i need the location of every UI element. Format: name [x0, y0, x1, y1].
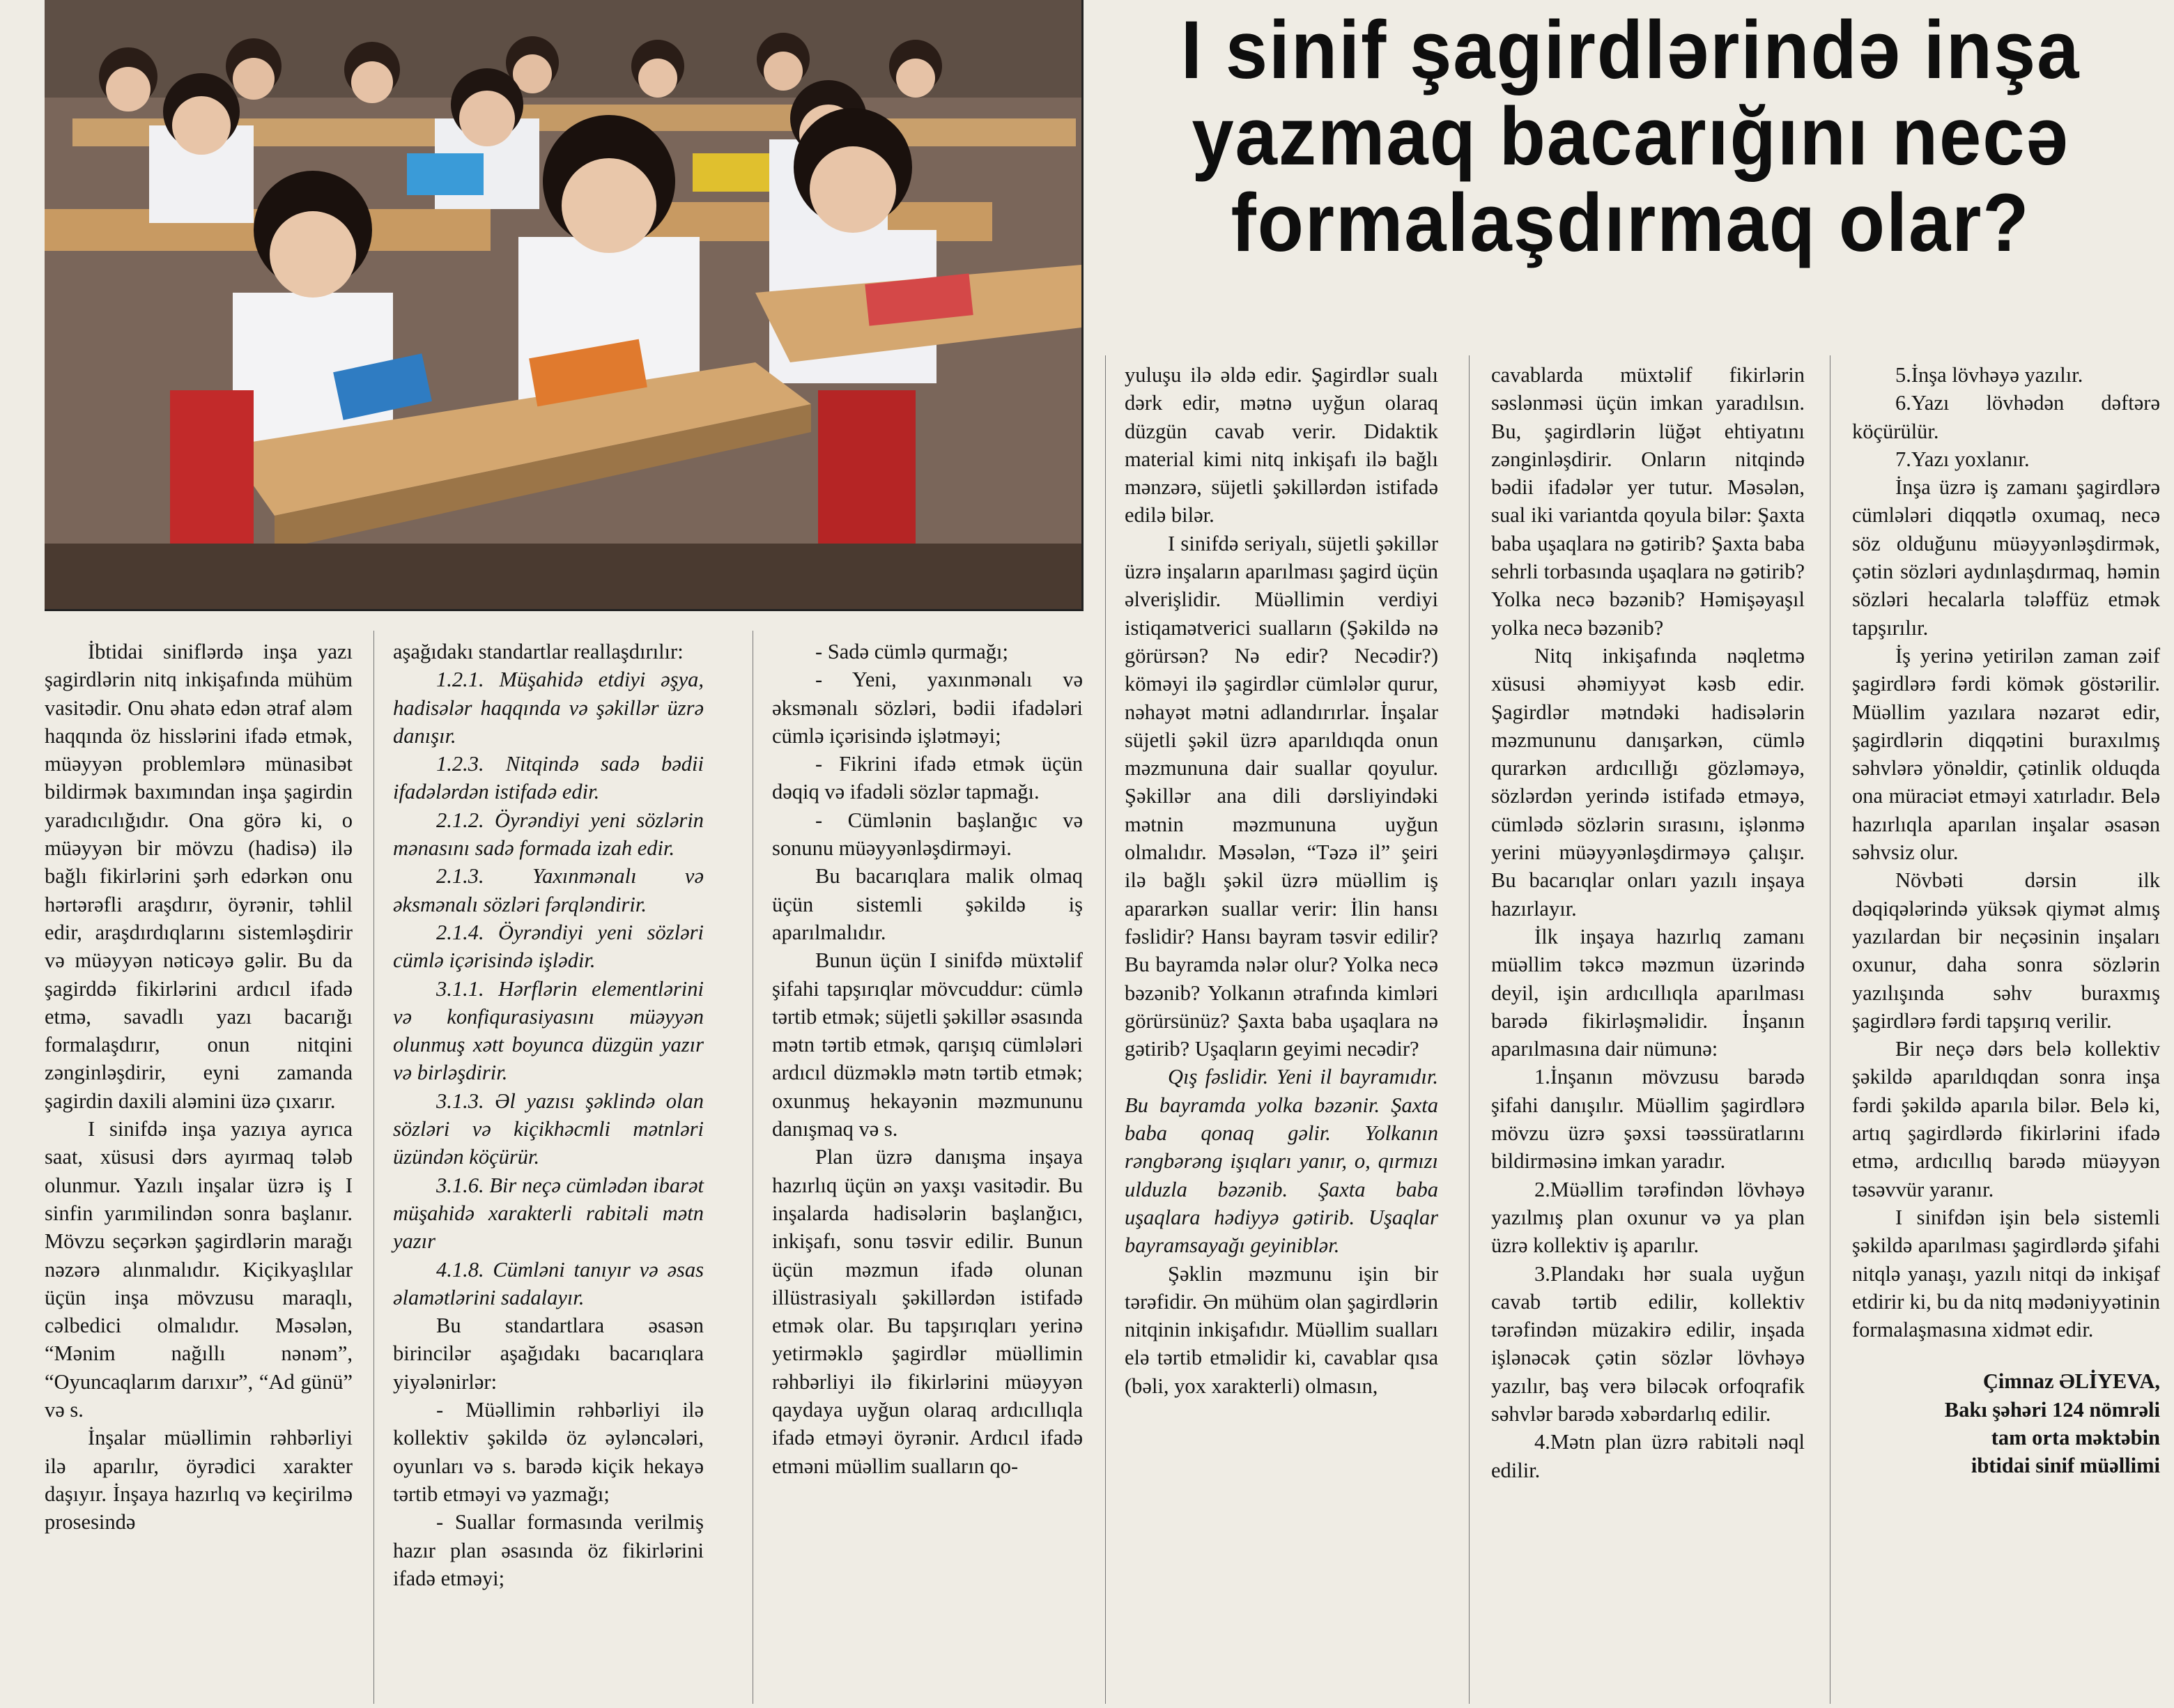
- skill-item: - Sadə cümlə qurmağı;: [815, 640, 1008, 663]
- paragraph: İbtidai siniflərdə inşa yazı şagirdlərin nitq inkişafında mühüm vasitədir. Onu əhatə edən ətraf aləm haqqında öz hisslərini ifadə etmək, müəyyən problemlərə münasibət bildirmək baxımından inşa şagirdin yaradıcılığıdır. Ona görə ki, o müəyyən bir mövzu (hadisə) ilə bağlı fikirlərini şərh edərkən onu hərtərəfli araşdırır, öyrənir, təhlil edir, araşdırdıqlarını sistemləşdirir və müəyyən nəticəyə gəlir. Bu da şagirddə fikirlərini ardıcıl ifadə etmə, savadlı yazı bacarığı formalaşdırır, onun nitqini zənginləşdirir, eyni zamanda şagirdin daxili aləmini üzə çıxarır.: [45, 640, 353, 1113]
- author-name: Çimnaz ƏLİYEVA,: [1982, 1369, 2160, 1394]
- paragraph: I sinifdə seriyalı, süjetli şəkillər üzrə inşaların aparılması şagird üçün əlverişlidir. Müəllimin verdiyi istiqamətverici sualların (Şəkildə nə görürsən? Nə edir? Necədir?) köməyi ilə şagirdlər cümlələr qurur, nəhayət mətni adlandırırlar. İnşalar süjetli şəkil üzrə aparıldıqda onun məzmununa dair suallar qoyulur. Şəkillər ana dili dərsliyindəki mətnin məzmununa uyğun olmalıdır. Məsələn, “Təzə il” şeiri ilə bağlı şəkil üzrə müəllim iş apararkən suallar verir: İlin hansı fəslidir? Hansı bayram təsvir edilir? Bu bayramda nələr olur? Yolka necə bəzənib? Yolkanın ətrafında kimləri görürsünüz? Şaxta baba uşaqlara nə gətirib? Uşaqların geyimi necədir?: [1125, 531, 1438, 1061]
- article-column-6: [1852, 361, 2160, 1480]
- paragraph: Növbəti dərsin ilk dəqiqələrində yüksək qiymət almış yazılardan bir neçəsinin inşaları oxunur, daha sonra sözlərin yazılışında səhv buraxmış şagirdlərə fərdi tapşırıq verilir.: [1852, 868, 2160, 1033]
- column-divider: [373, 631, 374, 1704]
- paragraph: yuluşu ilə əldə edir. Şagirdlər sualı dərk edir, mətnə uyğun olaraq düzgün cavab verir. Didaktik material kimi nitq inkişafı ilə bağlı mənzərə, süjetli şəkillərdən istifadə edilə bilər.: [1125, 363, 1438, 528]
- paragraph: Bunun üçün I sinifdə müxtəlif şifahi tapşırıqlar mövcuddur: cümlə tərtib etmək; süjetli şəkillər əsasında mətn tərtib etmək, qarışıq cümlələri ardıcıl düzməklə mətn tərtib etmək; oxunmuş hekayənin məzmununu danışmaq və s.: [772, 948, 1083, 1141]
- step-item: 1.İnşanın mövzusu barədə şifahi danışılır. Müəllim şagirdlərə mövzu üzrə şəxsi təəssüratlarını bildirməsinə imkan yaradır.: [1491, 1065, 1805, 1174]
- headline: [1143, 4, 2118, 269]
- standard-item: 3.1.1. Hərflərin elementlərini və konfiqurasiyasını müəyyən olunmuş xətt boyunca düzgün yazır və birləşdirir.: [393, 976, 704, 1085]
- step-item: 6.Yazı lövhədən dəftərə köçürülür.: [1852, 391, 2160, 443]
- headline-line-1: I sinif şagirdlərində inşa: [1180, 4, 2081, 96]
- standard-item: 4.1.8. Cümləni tanıyır və əsas əlamətlərini sadalayır.: [393, 1257, 704, 1309]
- step-item: 7.Yazı yoxlanır.: [1895, 447, 2030, 471]
- skill-item: - Fikrini ifadə etmək üçün dəqiq və ifadəli sözlər tapmağı.: [772, 752, 1083, 804]
- author-affiliation-line: tam orta məktəbin: [1991, 1425, 2160, 1449]
- paragraph: Bu bacarıqlara malik olmaq üçün sistemli şəkildə iş aparılmalıdır.: [772, 864, 1083, 944]
- paragraph: İnşa üzrə iş zamanı şagirdlərə cümlələri diqqətlə oxumaq, necə söz olduğunu müəyyənləşdirmək, çətin sözləri aydınlaşdırmaq, həmin sözləri hecalarla tələffüz etmək tapşırılır.: [1852, 475, 2160, 640]
- skill-item: - Yeni, yaxınmənalı və əksmənalı sözləri, bədii ifadələri cümlə içərisində işlətməyi;: [772, 668, 1083, 748]
- headline-line-2: yazmaq bacarığını necə: [1192, 91, 2069, 183]
- paragraph: İş yerinə yetirilən zaman zəif şagirdlərə fərdi kömək göstərilir. Müəllim yazılara nəzarət edir, şagirdlərin diqqətini buraxılmış səhvlərə yönəldir, çətinlik olduqda ona müraciət etməyi xatırladır. Belə hazırlıqla aparılan inşalar əsasən səhvsiz olur.: [1852, 643, 2160, 865]
- standard-item: 1.2.1. Müşahidə etdiyi əşya, hadisələr haqqında və şəkillər üzrə danışır.: [393, 668, 704, 748]
- article-column-5: [1491, 361, 1805, 1484]
- paragraph: Şəklin məzmunu işin bir tərəfidir. Ən mühüm olan şagirdlərin nitqinin inkişafıdır. Müəllim sualları elə tərtib etməlidir ki, cavablar qısa (bəli, yox xarakterli) olmasın,: [1125, 1261, 1438, 1398]
- example-text: Qış fəslidir. Yeni il bayramıdır. Bu bayramda yolka bəzənir. Şaxta baba qonaq gəlir. Yolkanın rəngbərəng işıqları yanır, o, qırmızı ulduzla bəzənib. Şaxta baba uşaqlara hədiyyə gətirib. Uşaqlar bayramsayağı geyiniblər.: [1125, 1065, 1438, 1258]
- author-affiliation-line: Bakı şəhəri 124 nömrəli: [1944, 1397, 2160, 1422]
- standard-item: 2.1.3. Yaxınmənalı və əksmənalı sözləri fərqləndirir.: [393, 864, 704, 916]
- article-column-4: [1125, 361, 1438, 1400]
- classroom-photo: [45, 0, 1084, 611]
- standard-item: 2.1.2. Öyrəndiyi yeni sözlərin mənasını sadə formada izah edir.: [393, 808, 704, 861]
- paragraph: Bir neçə dərs belə kollektiv şəkildə aparıldıqdan sonra inşa fərdi şəkildə aparıla bilər. Belə ki, artıq şagirdlərdə fikirlərini ifadə etmə, ardıcıllıq barədə müəyyən təsəvvür yaranır.: [1852, 1037, 2160, 1201]
- article-column-3: [772, 638, 1083, 1480]
- paragraph: I sinifdən işin belə sistemli şəkildə aparılması şagirdlərdə şifahi nitqlə yanaşı, yazılı nitqi də inkişaf etdirir ki, bu da nitq mədəniyyətinin formalaşmasına xidmət edir.: [1852, 1205, 2160, 1342]
- standard-item: 3.1.6. Bir neçə cümlədən ibarət müşahidə xarakterli rabitəli mətn yazır: [393, 1173, 704, 1254]
- paragraph: aşağıdakı standartlar reallaşdırılır:: [393, 640, 684, 663]
- paragraph: İlk inşaya hazırlıq zamanı müəllim təkcə məzmun üzərində deyil, işin ardıcıllıqla aparılması barədə fikirləşməlidir. İnşanın aparılmasına dair nümunə:: [1491, 924, 1805, 1061]
- skill-item: - Cümlənin başlanğıc və sonunu müəyyənləşdirməyi.: [772, 808, 1083, 861]
- standard-item: 1.2.3. Nitqində sadə bədii ifadələrdən istifadə edir.: [393, 752, 704, 804]
- paragraph: Nitq inkişafında nəqletmə xüsusi əhəmiyyət kəsb edir. Şagirdlər mətndəki hadisələrin məzmununu danışarkən, cümlə qurarkən ardıcıllığı gözləməyə, sözlərdən yerində istifadə etməyə, cümlədə sözlərin sırasını, işlənmə yerini müəyyənləşdirməyə çalışır. Bu bacarıqlar onları yazılı inşaya hazırlayır.: [1491, 643, 1805, 921]
- headline-line-3: formalaşdırmaq olar?: [1231, 177, 2030, 269]
- paragraph: Plan üzrə danışma inşaya hazırlıq üçün ən yaxşı vasitədir. Bu inşalarda hadisələrin başlanğıcı, inkişafı, sonu təsvir edilir. Bunun üçün məzmun ifadə olunan illüstrasiyalı şəkillərdən istifadə etmək olar. Bu tapşırıqları yerinə yetirməklə şagirdlər müəllimin rəhbərliyi ilə fikirlərini müəyyən qaydaya uyğun olaraq ardıcıllıqla ifadə etməyi öyrənir. Ardıcıl ifadə etməni müəllim sualların qo-: [772, 1145, 1083, 1478]
- column-divider: [1105, 355, 1106, 1704]
- column-divider: [1469, 355, 1470, 1704]
- standard-item: 3.1.3. Əl yazısı şəklində olan sözləri və kiçikhəcmli mətnləri üzündən köçürür.: [393, 1088, 704, 1169]
- step-item: 2.Müəllim tərəfindən lövhəyə yazılmış plan oxunur və ya plan üzrə kollektiv iş aparılır.: [1491, 1177, 1805, 1258]
- paragraph: cavablarda müxtəlif fikirlərin səslənməsi üçün imkan yaradılsın. Bu, şagirdlərin lüğət ehtiyatını zənginləşdirir. Onların nitqində bədii ifadələr yer tutur. Məsələn, sual iki variantda qoyula bilər: Şaxta baba uşaqlara nə gətirib? Şaxta baba sehrli torbasında uşaqlara nə gətirib? Yolka necə bəzənib? Həmişəyaşıl yolka necə bəzənib?: [1491, 363, 1805, 640]
- classroom-icon: [45, 0, 1081, 609]
- skill-item: - Suallar formasında verilmiş hazır plan əsasında öz fikirlərini ifadə etməyi;: [393, 1510, 704, 1590]
- article-column-1: [45, 638, 353, 1537]
- paragraph: I sinifdə inşa yazıya ayrıca saat, xüsusi dərs ayırmaq tələb olunmur. Yazılı inşalar üzrə iş I sinfin yarımilindən sonra başlanır. Mövzu seçərkən şagirdlərin marağı nəzərə alınmalıdır. Kiçikyaşlılar üçün inşa mövzusu maraqlı, cəlbedici olmalıdır. Məsələn, “Mənim nağıllı nənəm”, “Oyuncaqlarım darıxır”, “Ad günü” və s.: [45, 1117, 353, 1422]
- author-affiliation-line: ibtidai sinif müəllimi: [1971, 1454, 2160, 1478]
- skill-item: - Müəllimin rəhbərliyi ilə kollektiv şəkildə öz əyləncələri, oyunları və s. barədə kiçik hekayə tərtib etməyi və yazmağı;: [393, 1398, 704, 1506]
- paragraph: Bu standartlara əsasən birincilər aşağıdakı bacarıqlara yiyələnirlər:: [393, 1314, 704, 1394]
- standard-item: 2.1.4. Öyrəndiyi yeni sözləri cümlə içərisində işlədir.: [393, 920, 704, 973]
- step-item: 4.Mətn plan üzrə rabitəli nəql edilir.: [1491, 1430, 1805, 1482]
- step-item: 3.Plandakı hər suala uyğun cavab tərtib edilir, kollektiv tərəfindən müzakirə edilir, inşada işlənəcək çətin sözlər lövhəyə yazılır, baş verə biləcək orfoqrafik səhvlər barədə xəbərdarlıq edilir.: [1491, 1261, 1805, 1426]
- article-column-2: [393, 638, 704, 1592]
- step-item: 5.İnşa lövhəyə yazılır.: [1895, 363, 2083, 387]
- paragraph: İnşalar müəllimin rəhbərliyi ilə aparılır, öyrədici xarakter daşıyır. İnşaya hazırlıq və keçirilmə prosesində: [45, 1426, 353, 1534]
